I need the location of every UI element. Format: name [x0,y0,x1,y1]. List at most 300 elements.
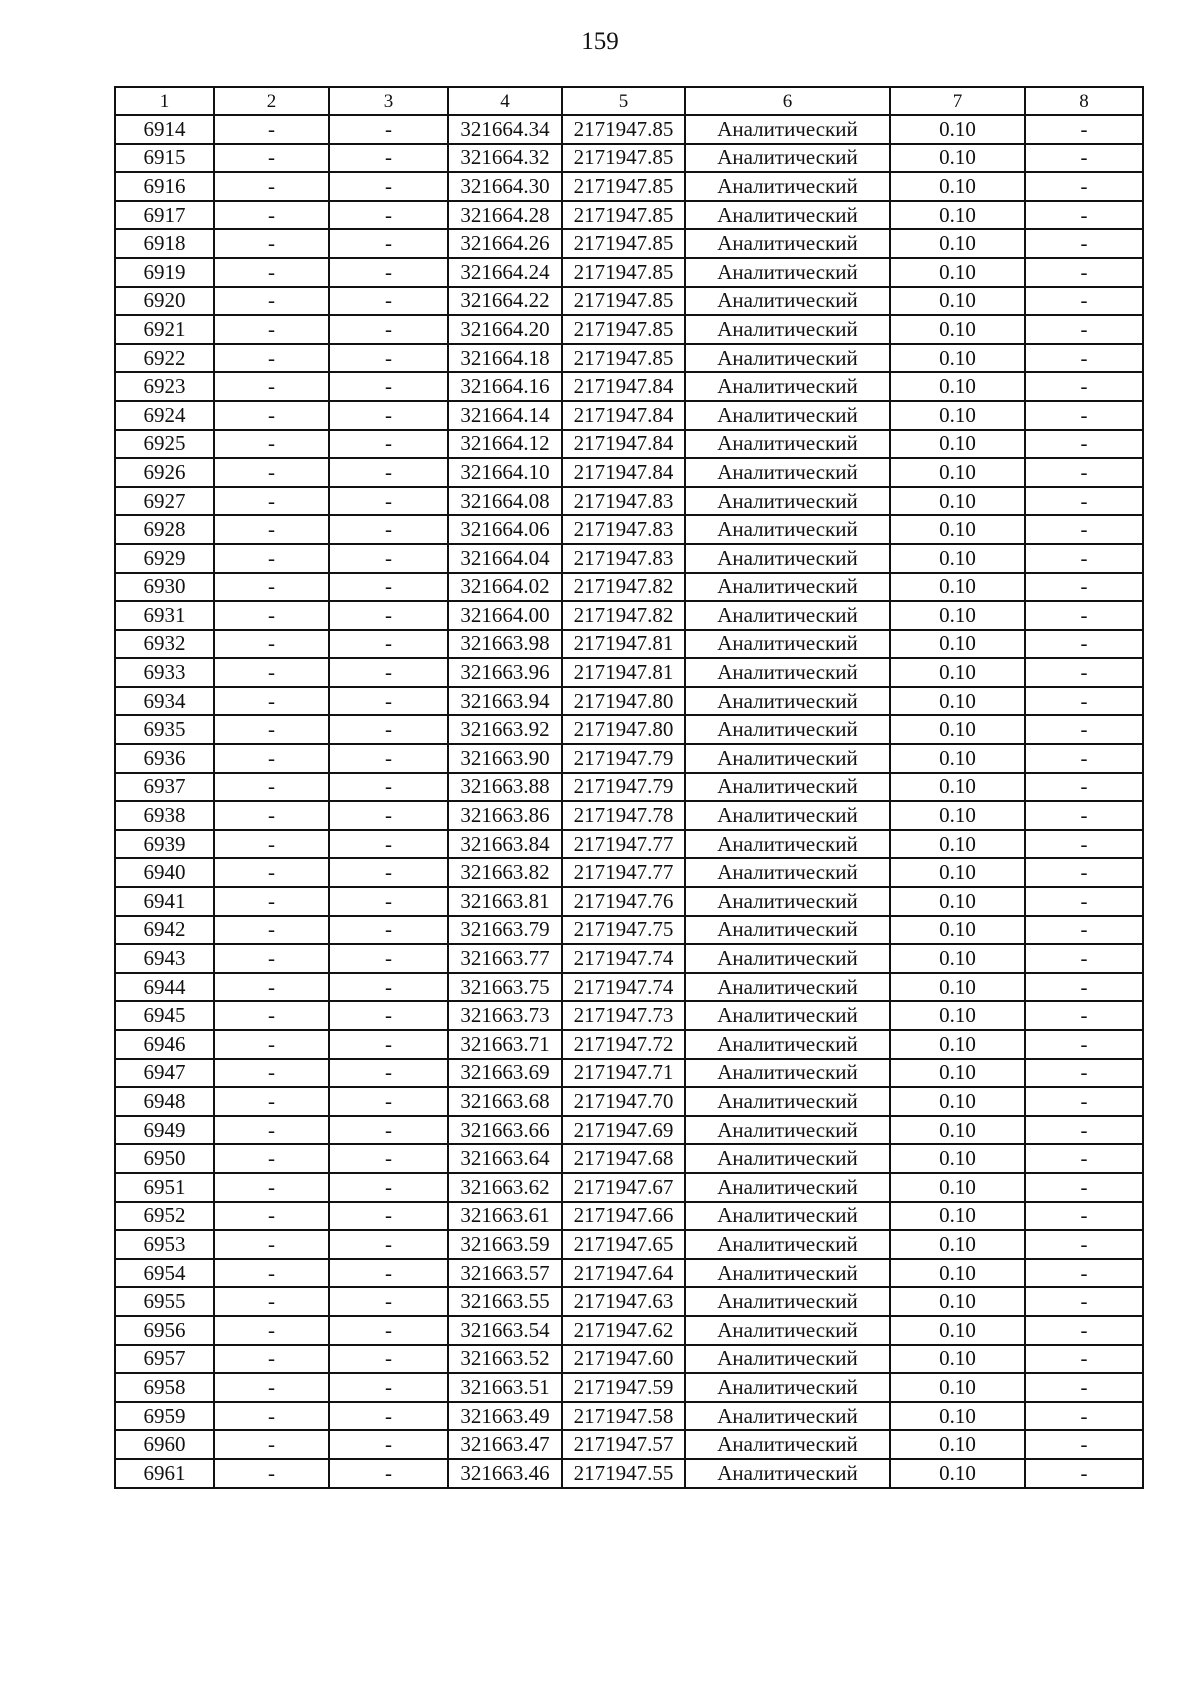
table-cell: 2171947.85 [562,172,685,201]
table-cell: 321663.77 [448,944,562,973]
table-cell: 2171947.65 [562,1230,685,1259]
table-cell: 6930 [115,573,214,602]
table-cell: 321663.49 [448,1402,562,1431]
table-cell: - [1025,1144,1143,1173]
table-cell: 0.10 [890,1116,1025,1145]
table-cell: 2171947.84 [562,401,685,430]
table-cell: 6935 [115,715,214,744]
table-cell: Аналитический [685,1259,890,1288]
table-cell: 0.10 [890,1316,1025,1345]
table-cell: 321664.06 [448,515,562,544]
table-cell: - [329,630,448,659]
table-cell: - [329,258,448,287]
table-cell: Аналитический [685,658,890,687]
table-cell: Аналитический [685,487,890,516]
table-cell: - [329,944,448,973]
table-cell: Аналитический [685,1116,890,1145]
table-cell: - [329,430,448,459]
table-cell: - [214,315,329,344]
table-body [115,115,1143,1488]
table-cell: 2171947.80 [562,687,685,716]
table-cell: 321663.68 [448,1087,562,1116]
table-cell: - [1025,687,1143,716]
table-cell: - [214,401,329,430]
table-cell: Аналитический [685,1287,890,1316]
table-cell: 6926 [115,458,214,487]
table-row [115,401,1143,430]
table-cell: 6958 [115,1373,214,1402]
table-row [115,773,1143,802]
table-row [115,287,1143,316]
table-cell: 321663.64 [448,1144,562,1173]
table-cell: Аналитический [685,630,890,659]
table-cell: 2171947.68 [562,1144,685,1173]
table-cell: - [1025,1316,1143,1345]
table-cell: - [329,1316,448,1345]
table-row [115,601,1143,630]
table-cell: - [214,287,329,316]
table-cell: 0.10 [890,287,1025,316]
table-cell: 6942 [115,916,214,945]
table-cell: 321663.55 [448,1287,562,1316]
table-cell: 321663.82 [448,858,562,887]
table-cell: - [329,573,448,602]
table-row [115,430,1143,459]
table-cell: 6959 [115,1402,214,1431]
table-cell: 0.10 [890,1202,1025,1231]
table-cell: 2171947.55 [562,1459,685,1488]
table-row [115,916,1143,945]
table-cell: Аналитический [685,1459,890,1488]
table-cell: - [329,1459,448,1488]
table-cell: - [1025,544,1143,573]
table-cell: - [214,1230,329,1259]
table-row [115,630,1143,659]
table-cell: 6946 [115,1030,214,1059]
table-row [115,1402,1143,1431]
table-cell: - [329,830,448,859]
table-cell: - [1025,144,1143,173]
table-cell: - [214,258,329,287]
table-cell: Аналитический [685,315,890,344]
table-cell: 6940 [115,858,214,887]
table-cell: Аналитический [685,715,890,744]
table-cell: Аналитический [685,172,890,201]
table-cell: Аналитический [685,430,890,459]
table-cell: 2171947.81 [562,658,685,687]
table-cell: 0.10 [890,401,1025,430]
table-cell: - [329,1259,448,1288]
table-cell: - [214,172,329,201]
table-cell: 6931 [115,601,214,630]
column-header: 2 [214,87,329,115]
table-cell: - [329,1116,448,1145]
table-cell: - [214,658,329,687]
table-cell: 6921 [115,315,214,344]
table-cell: - [1025,944,1143,973]
table-cell: - [1025,773,1143,802]
table-cell: 321664.30 [448,172,562,201]
table-cell: 2171947.85 [562,115,685,144]
table-cell: 321663.61 [448,1202,562,1231]
table-cell: - [1025,1087,1143,1116]
table-row [115,544,1143,573]
column-header: 6 [685,87,890,115]
table-cell: - [214,1116,329,1145]
table-cell: - [214,1087,329,1116]
table-row [115,1059,1143,1088]
table-cell: Аналитический [685,1059,890,1088]
table-cell: Аналитический [685,601,890,630]
table-cell: 321663.54 [448,1316,562,1345]
table-cell: 0.10 [890,916,1025,945]
table-cell: 321664.12 [448,430,562,459]
table-cell: - [214,115,329,144]
table-cell: 0.10 [890,1030,1025,1059]
page-number: 159 [581,28,619,55]
table-cell: 321664.08 [448,487,562,516]
table-cell: 6927 [115,487,214,516]
table-cell: - [214,487,329,516]
table-cell: - [329,315,448,344]
coordinates-table [114,86,1144,1489]
table-cell: - [329,973,448,1002]
table-cell: - [1025,715,1143,744]
table-cell: 2171947.85 [562,344,685,373]
table-cell: Аналитический [685,1202,890,1231]
table-cell: - [1025,1259,1143,1288]
table-cell: - [214,801,329,830]
table-cell: 321664.34 [448,115,562,144]
table-cell: 2171947.80 [562,715,685,744]
table-cell: Аналитический [685,858,890,887]
table-cell: 6919 [115,258,214,287]
table-row [115,715,1143,744]
table-cell: 2171947.84 [562,430,685,459]
table-cell: 0.10 [890,201,1025,230]
table-row [115,172,1143,201]
table-cell: 321663.94 [448,687,562,716]
table-cell: 0.10 [890,601,1025,630]
table-cell: 2171947.82 [562,601,685,630]
table-row [115,1287,1143,1316]
table-cell: 6954 [115,1259,214,1288]
table-cell: Аналитический [685,1373,890,1402]
table-cell: - [329,201,448,230]
table-row [115,973,1143,1002]
table-cell: Аналитический [685,144,890,173]
table-cell: 6948 [115,1087,214,1116]
table-cell: 2171947.85 [562,201,685,230]
table-cell: 0.10 [890,1459,1025,1488]
table-cell: 6949 [115,1116,214,1145]
table-cell: 0.10 [890,773,1025,802]
table-header-row [115,87,1143,115]
table-row [115,1430,1143,1459]
table-cell: - [329,744,448,773]
column-header: 1 [115,87,214,115]
table-cell: 0.10 [890,1087,1025,1116]
table-cell: - [1025,1430,1143,1459]
table-cell: - [214,1287,329,1316]
table-cell: 321663.90 [448,744,562,773]
table-cell: 2171947.74 [562,973,685,1002]
table-cell: - [214,1173,329,1202]
table-cell: 2171947.72 [562,1030,685,1059]
table-cell: 0.10 [890,1430,1025,1459]
table-cell: - [329,544,448,573]
table-cell: 321664.26 [448,229,562,258]
table-row [115,515,1143,544]
table-cell: - [1025,1373,1143,1402]
table-cell: - [329,1001,448,1030]
table-cell: - [214,773,329,802]
table-cell: 6918 [115,229,214,258]
table-cell: Аналитический [685,1173,890,1202]
table-cell: 321664.16 [448,372,562,401]
table-cell: Аналитический [685,944,890,973]
table-cell: 2171947.84 [562,372,685,401]
table-cell: 321663.81 [448,887,562,916]
table-cell: 2171947.83 [562,544,685,573]
table-cell: Аналитический [685,515,890,544]
table-cell: - [329,1173,448,1202]
table-cell: Аналитический [685,1316,890,1345]
table-cell: 321663.88 [448,773,562,802]
table-cell: - [1025,601,1143,630]
table-cell: - [1025,258,1143,287]
table-cell: 0.10 [890,858,1025,887]
table-cell: 0.10 [890,887,1025,916]
table-cell: Аналитический [685,573,890,602]
table-cell: 0.10 [890,687,1025,716]
table-cell: 0.10 [890,715,1025,744]
table-cell: 0.10 [890,315,1025,344]
table-cell: - [329,773,448,802]
table-cell: 321664.22 [448,287,562,316]
table-cell: 6932 [115,630,214,659]
table-cell: 0.10 [890,1259,1025,1288]
table-cell: 0.10 [890,372,1025,401]
table-cell: 6916 [115,172,214,201]
table-cell: - [1025,630,1143,659]
table-cell: 6933 [115,658,214,687]
table-cell: - [329,715,448,744]
column-header: 8 [1025,87,1143,115]
table-cell: 2171947.73 [562,1001,685,1030]
table-row [115,144,1143,173]
table-cell: - [329,229,448,258]
table-cell: Аналитический [685,458,890,487]
table-cell: 321664.00 [448,601,562,630]
table-cell: 6914 [115,115,214,144]
table-cell: - [1025,458,1143,487]
table-row [115,1459,1143,1488]
table-cell: - [329,515,448,544]
table-row [115,887,1143,916]
table-cell: 0.10 [890,973,1025,1002]
table-cell: 0.10 [890,344,1025,373]
table-cell: 2171947.77 [562,858,685,887]
table-cell: 321664.10 [448,458,562,487]
table-cell: 6922 [115,344,214,373]
table-cell: 2171947.79 [562,744,685,773]
table-cell: Аналитический [685,1345,890,1374]
table-cell: - [1025,830,1143,859]
table-cell: 0.10 [890,1287,1025,1316]
table-cell: 6915 [115,144,214,173]
table-row [115,1173,1143,1202]
table-cell: 0.10 [890,1173,1025,1202]
table-cell: 6920 [115,287,214,316]
table-cell: 321664.18 [448,344,562,373]
table-cell: 0.10 [890,144,1025,173]
table-row [115,315,1143,344]
table-cell: 321663.71 [448,1030,562,1059]
table-cell: - [214,201,329,230]
table-cell: Аналитический [685,401,890,430]
table-cell: 2171947.62 [562,1316,685,1345]
table-cell: - [214,916,329,945]
table-row [115,1202,1143,1231]
table-cell: 321664.28 [448,201,562,230]
table-cell: - [329,1230,448,1259]
table-cell: 2171947.66 [562,1202,685,1231]
table-cell: 6952 [115,1202,214,1231]
table-row [115,830,1143,859]
table-cell: - [1025,887,1143,916]
table-cell: 321663.98 [448,630,562,659]
table-cell: - [329,1087,448,1116]
table-cell: Аналитический [685,201,890,230]
table-cell: 0.10 [890,801,1025,830]
table-cell: - [214,744,329,773]
table-cell: - [1025,515,1143,544]
table-cell: - [214,544,329,573]
table-row [115,858,1143,887]
table-cell: - [329,287,448,316]
table-cell: 2171947.75 [562,916,685,945]
table-cell: 321663.47 [448,1430,562,1459]
table-cell: - [214,1059,329,1088]
table-cell: Аналитический [685,229,890,258]
table-row [115,1259,1143,1288]
table-cell: - [214,1144,329,1173]
table-cell: - [329,887,448,916]
table-cell: 2171947.77 [562,830,685,859]
table-cell: - [1025,1059,1143,1088]
table-cell: - [329,1144,448,1173]
table-cell: 6917 [115,201,214,230]
table-row [115,1230,1143,1259]
table-cell: - [329,344,448,373]
table-cell: - [214,144,329,173]
table-cell: 321664.24 [448,258,562,287]
table-cell: 0.10 [890,1059,1025,1088]
table-row [115,115,1143,144]
table-row [115,944,1143,973]
table-row [115,229,1143,258]
table-cell: 6936 [115,744,214,773]
table-cell: 2171947.85 [562,229,685,258]
table-cell: 6944 [115,973,214,1002]
table-cell: 0.10 [890,515,1025,544]
table-cell: - [214,1373,329,1402]
table-cell: 2171947.85 [562,315,685,344]
table-cell: 2171947.67 [562,1173,685,1202]
table-cell: 0.10 [890,1373,1025,1402]
table-cell: - [214,1430,329,1459]
table-cell: Аналитический [685,1430,890,1459]
table-cell: 0.10 [890,258,1025,287]
table-cell: - [1025,858,1143,887]
table-cell: Аналитический [685,1001,890,1030]
table-cell: 0.10 [890,544,1025,573]
table-cell: - [214,1001,329,1030]
table-cell: - [214,687,329,716]
table-cell: Аналитический [685,744,890,773]
table-cell: 6945 [115,1001,214,1030]
table-cell: 6938 [115,801,214,830]
table-row [115,1116,1143,1145]
table-cell: - [1025,744,1143,773]
table-cell: - [214,372,329,401]
table-cell: - [214,1030,329,1059]
table-cell: - [1025,1001,1143,1030]
table-cell: 2171947.57 [562,1430,685,1459]
table-cell: Аналитический [685,916,890,945]
table-cell: - [214,1345,329,1374]
table-row [115,487,1143,516]
table-cell: - [329,658,448,687]
table-cell: - [1025,229,1143,258]
table-cell: 6947 [115,1059,214,1088]
table-row [115,1316,1143,1345]
table-cell: 321663.66 [448,1116,562,1145]
table-cell: 321663.86 [448,801,562,830]
table-cell: - [329,1059,448,1088]
table-cell: - [214,973,329,1002]
table-cell: 0.10 [890,658,1025,687]
table-cell: 0.10 [890,115,1025,144]
column-header: 3 [329,87,448,115]
table-cell: 0.10 [890,1001,1025,1030]
table-cell: 2171947.63 [562,1287,685,1316]
table-row [115,372,1143,401]
table-cell: - [1025,201,1143,230]
table-cell: - [1025,172,1143,201]
table-cell: 6939 [115,830,214,859]
table-cell: 0.10 [890,630,1025,659]
table-cell: - [1025,973,1143,1002]
table-cell: 2171947.74 [562,944,685,973]
table-cell: - [214,630,329,659]
table-cell: - [1025,801,1143,830]
table-cell: Аналитический [685,1230,890,1259]
table-row [115,344,1143,373]
column-header: 7 [890,87,1025,115]
table-cell: 0.10 [890,172,1025,201]
table-cell: - [329,1402,448,1431]
table-cell: 321663.46 [448,1459,562,1488]
table-cell: Аналитический [685,258,890,287]
table-cell: Аналитический [685,115,890,144]
table-cell: 6924 [115,401,214,430]
table-cell: 6937 [115,773,214,802]
table-cell: 321663.59 [448,1230,562,1259]
table-cell: 2171947.78 [562,801,685,830]
table-row [115,1144,1143,1173]
